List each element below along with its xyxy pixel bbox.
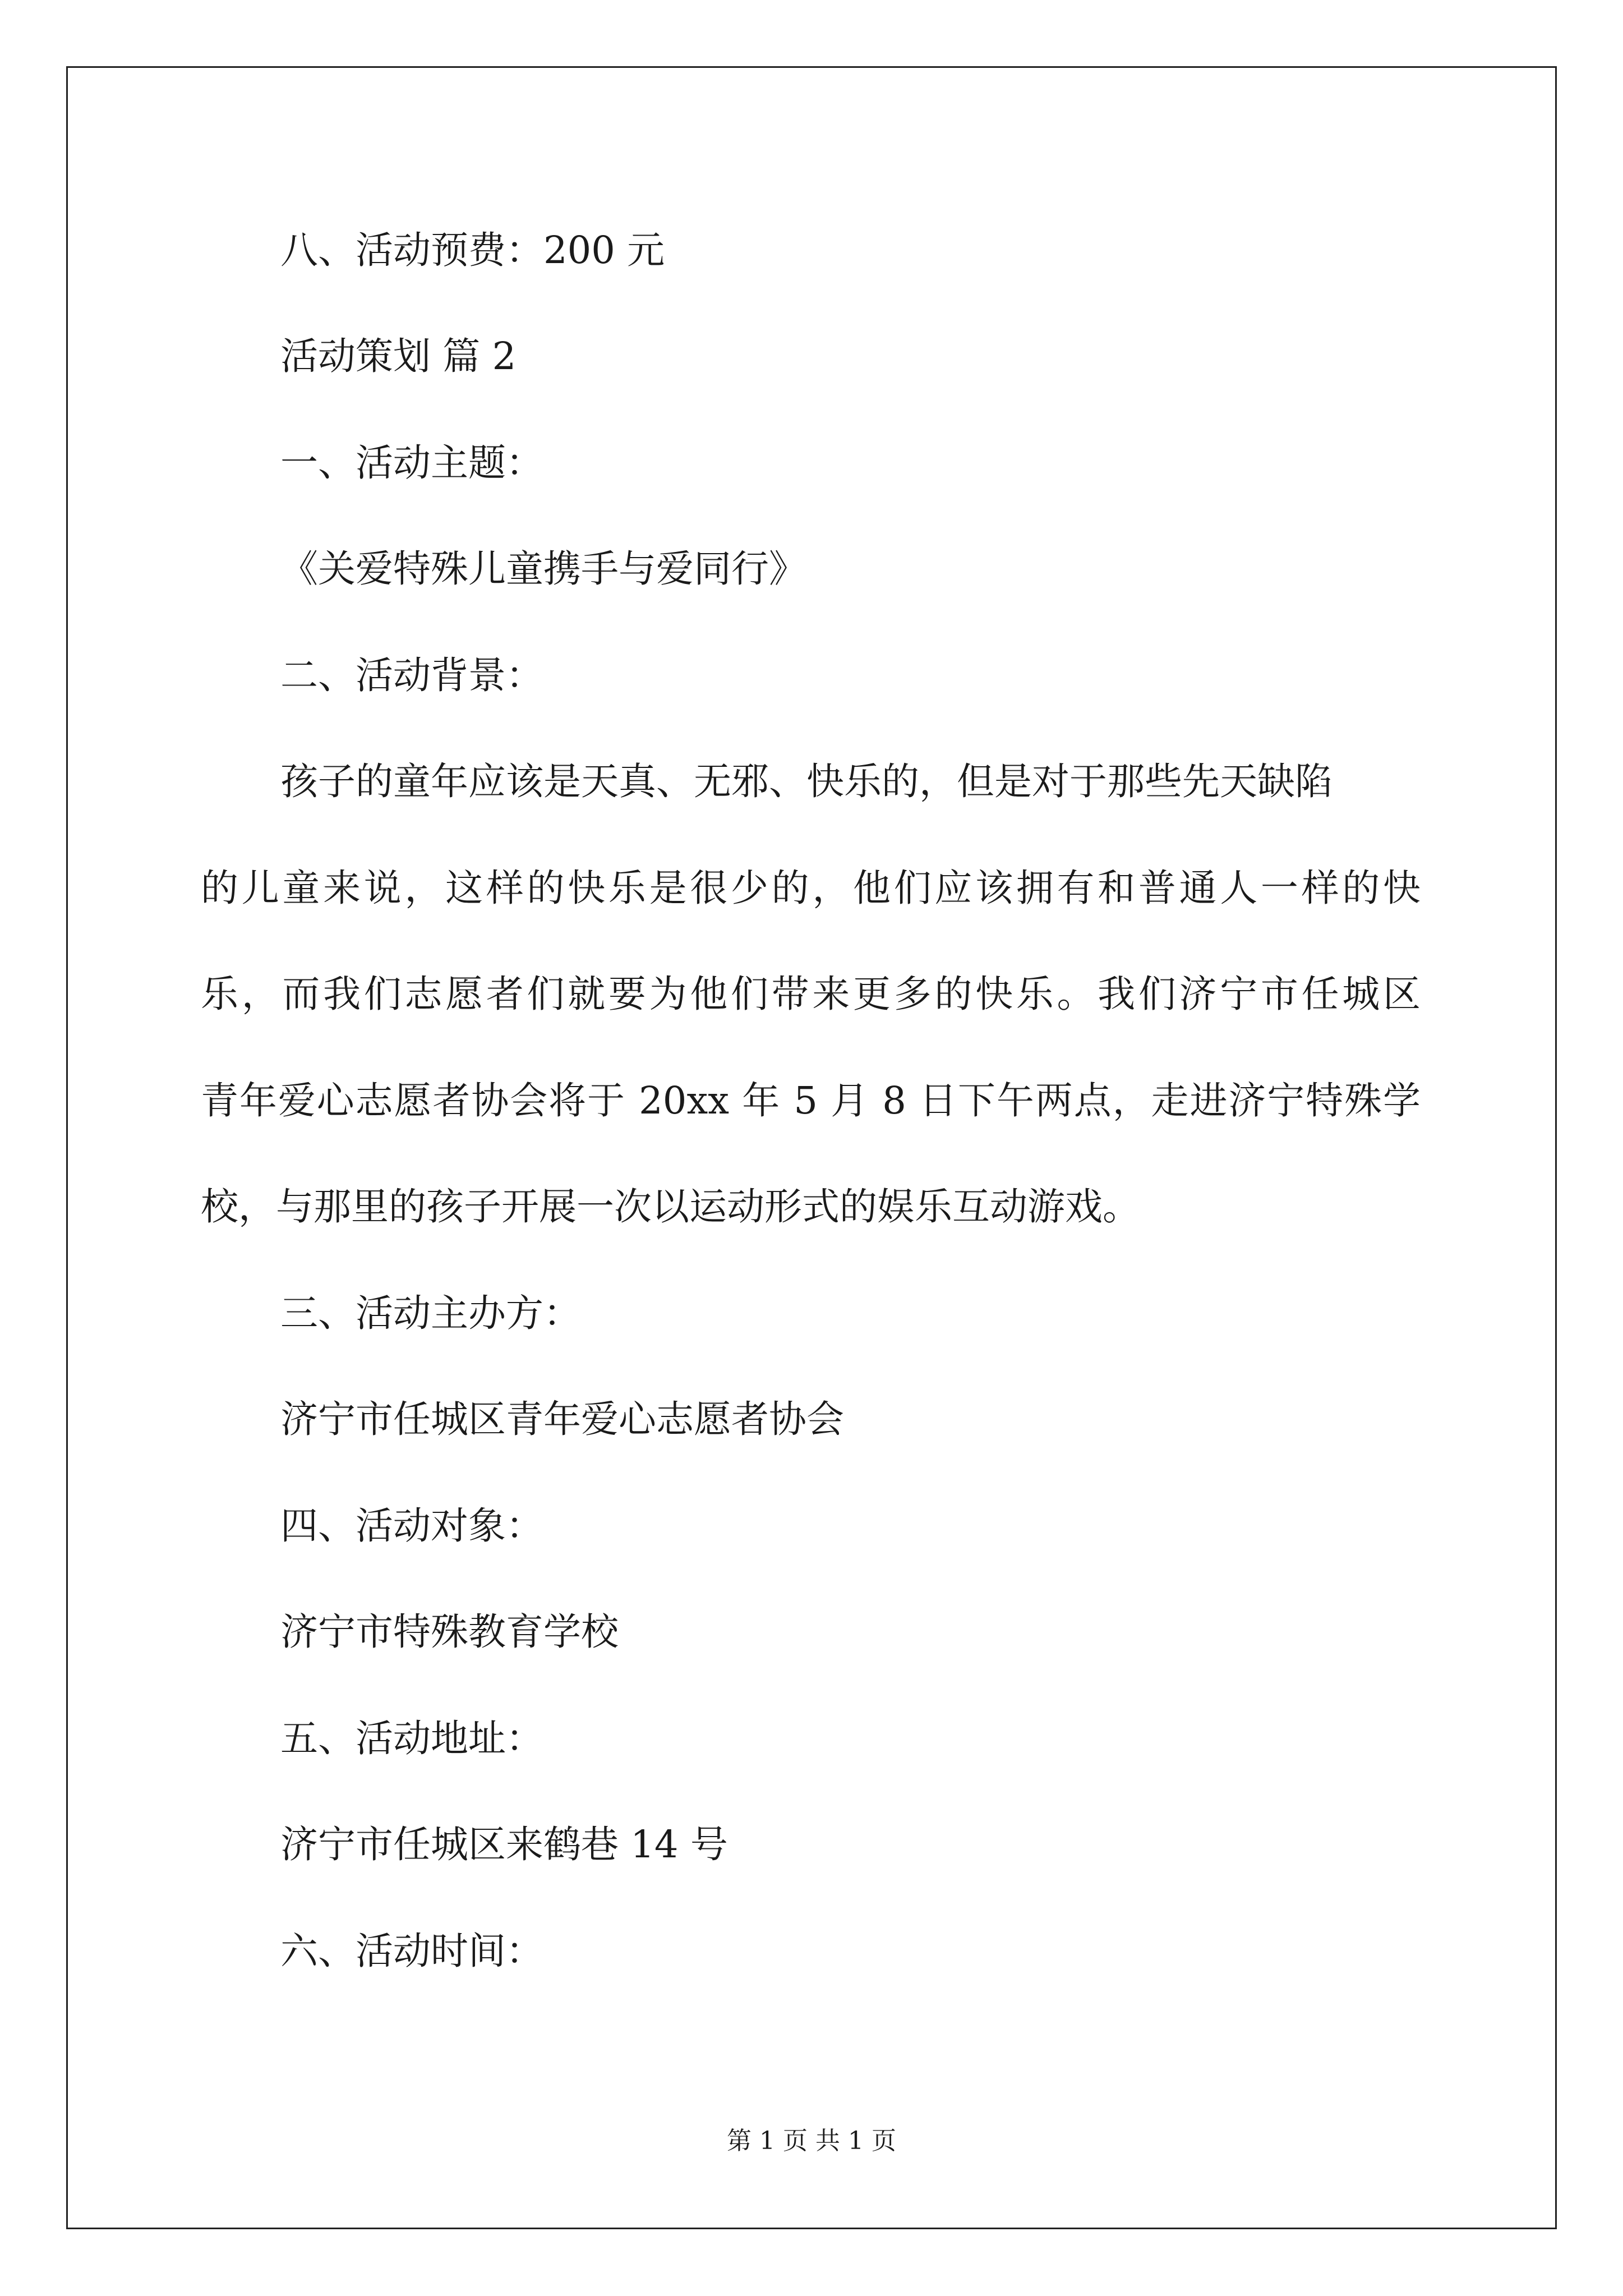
- page-frame: [66, 66, 1557, 2229]
- heading-background: 二、活动背景：: [280, 654, 543, 697]
- section-title-plan-2: 活动策划 篇 2: [280, 334, 517, 378]
- organizer-text: 济宁市任城区青年爱心志愿者协会: [280, 1397, 844, 1441]
- background-paragraph-line-2: 的儿童来说，这样的快乐是很少的，他们应该拥有和普通人一样的快: [201, 866, 1421, 910]
- budget-line: 八、活动预费：200 元: [280, 228, 665, 272]
- heading-address: 五、活动地址：: [280, 1717, 543, 1760]
- background-paragraph-line-4: 青年爱心志愿者协会将于 20xx 年 5 月 8 日下午两点，走进济宁特殊学: [201, 1079, 1421, 1122]
- background-paragraph-line-5: 校，与那里的孩子开展一次以运动形式的娱乐互动游戏。: [201, 1185, 1140, 1228]
- audience-text: 济宁市特殊教育学校: [280, 1610, 619, 1654]
- heading-theme: 一、活动主题：: [280, 441, 543, 485]
- background-paragraph-line-1: 孩子的童年应该是天真、无邪、快乐的，但是对于那些先天缺陷: [280, 760, 1332, 803]
- page-number-footer: 第 1 页 共 1 页: [727, 2127, 896, 2155]
- heading-audience: 四、活动对象：: [280, 1504, 543, 1548]
- theme-text: 《关爱特殊儿童携手与爱同行》: [280, 547, 806, 591]
- address-text: 济宁市任城区来鹤巷 14 号: [280, 1823, 728, 1866]
- background-paragraph-line-3: 乐，而我们志愿者们就要为他们带来更多的快乐。我们济宁市任城区: [201, 972, 1421, 1016]
- heading-organizer: 三、活动主办方：: [280, 1291, 581, 1335]
- heading-time: 六、活动时间：: [280, 1929, 543, 1973]
